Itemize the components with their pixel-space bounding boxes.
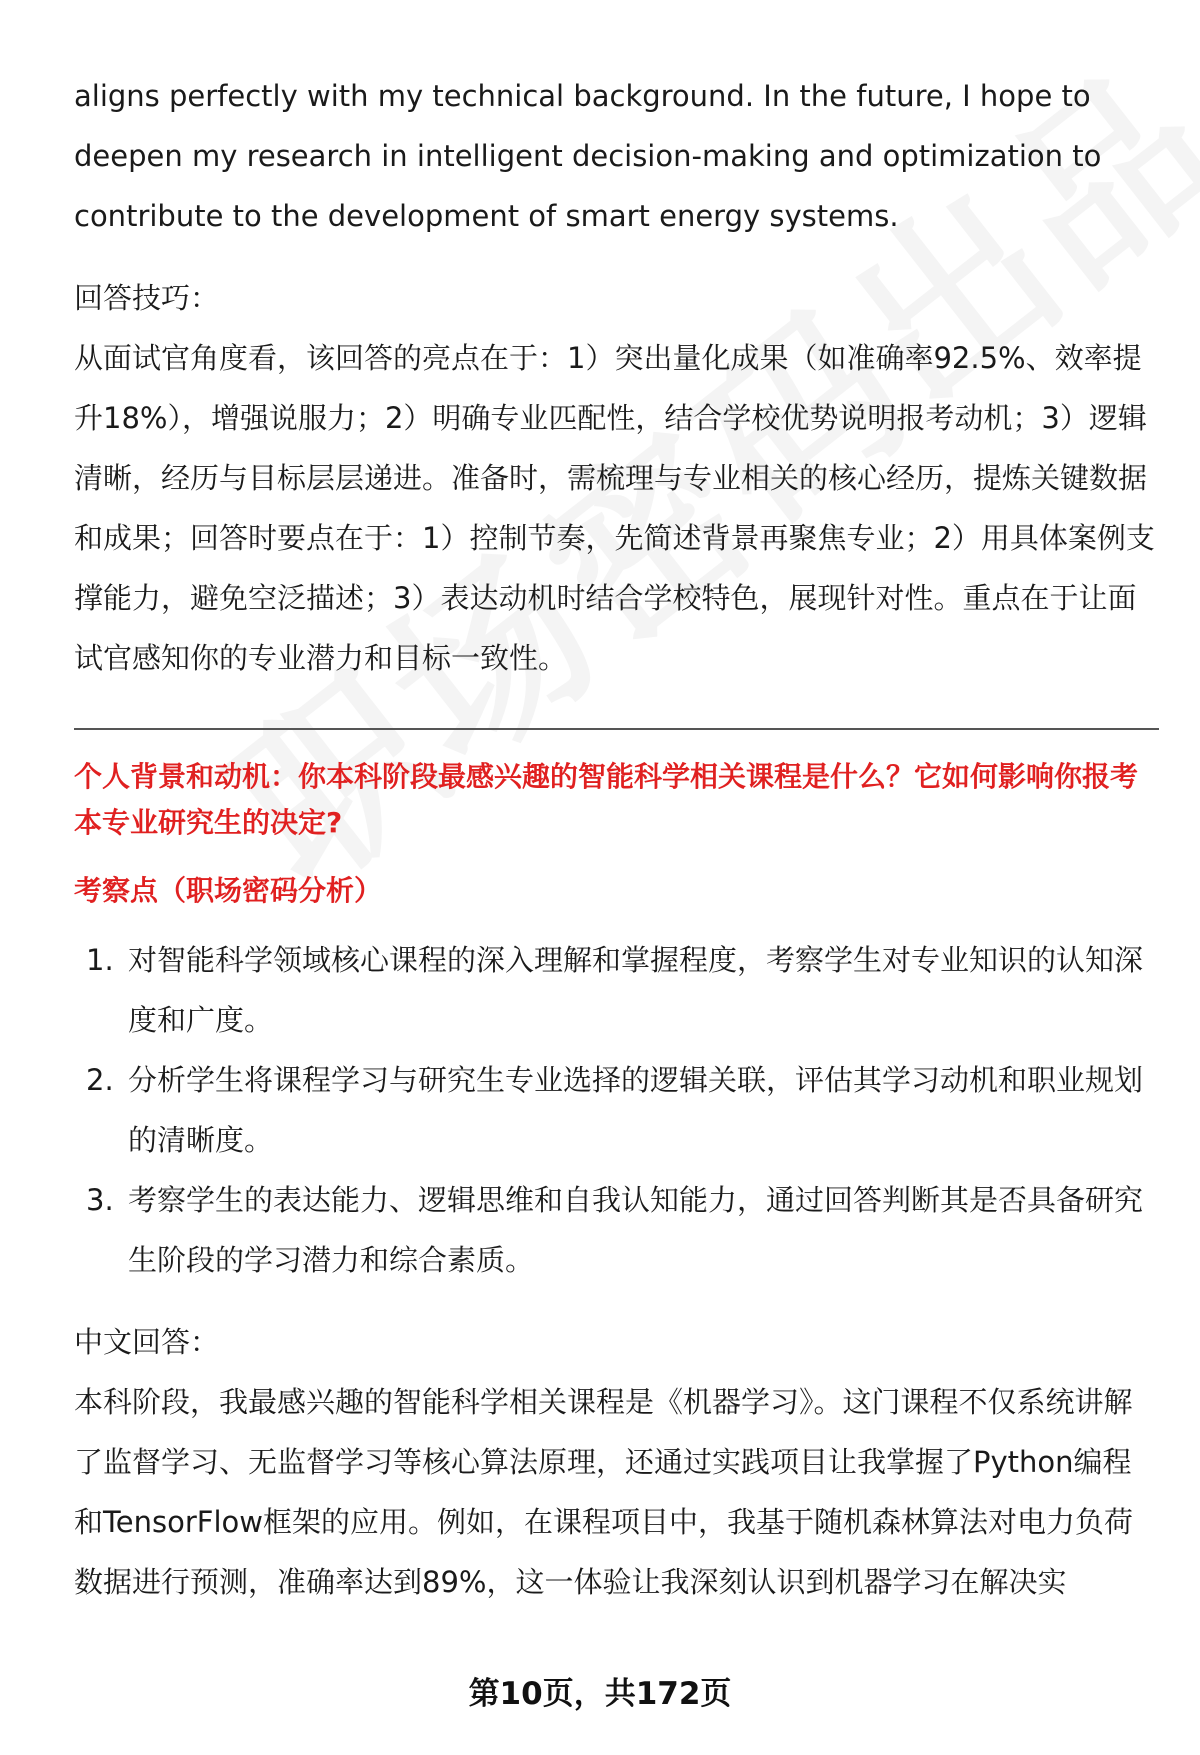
- question-heading: 个人背景和动机：你本科阶段最感兴趣的智能科学相关课程是什么？它如何影响你报考本专业研究生的决定?: [74, 760, 1139, 839]
- tips-text: 从面试官角度看，该回答的亮点在于：1）突出量化成果（如准确率92.5%、效率提升18%），增强说服力；2）明确专业匹配性，结合学校优势说明报考动机；3）逻辑清晰，经历与目标层层递进。准备时，需梳理与专业相关的核心经历，提炼关键数据和成果；回答时要点在于：1）控制节奏，先简述背景再聚焦专业；2）用具体案例支撑能力，避免空泛描述；3）表达动机时结合学校特色，展现针对性。重点在于让面试官感知你的专业潜力和目标一致性。: [74, 341, 1155, 675]
- list-item-number: 3.: [86, 1183, 114, 1217]
- page-content: [74, 66, 1159, 1612]
- assessment-list: [74, 930, 1159, 1290]
- list-item-number: 1.: [86, 943, 114, 977]
- assessment-title: 考察点（职场密码分析）: [74, 874, 383, 907]
- list-item: [74, 1050, 1159, 1170]
- chinese-answer-label: 中文回答：: [74, 1325, 220, 1359]
- list-item-text: 分析学生将课程学习与研究生专业选择的逻辑关联，评估其学习动机和职业规划的清晰度。: [128, 1063, 1144, 1157]
- intro-paragraph: aligns perfectly with my technical background. In the future, I hope to deepen my research in intelligent decision-making and optimization to contribute to the development of smart energy systems.: [74, 79, 1102, 233]
- list-item-number: 2.: [86, 1063, 114, 1097]
- list-item: [74, 930, 1159, 1050]
- tips-label: 回答技巧：: [74, 281, 220, 315]
- chinese-answer-text: 本科阶段，我最感兴趣的智能科学相关课程是《机器学习》。这门课程不仅系统讲解了监督学习、无监督学习等核心算法原理，还通过实践项目让我掌握了Python编程和TensorFlow框架的应用。例如，在课程项目中，我基于随机森林算法对电力负荷数据进行预测，准确率达到89%，这一体验让我深刻认识到机器学习在解决实: [74, 1385, 1133, 1599]
- list-item-text: 对智能科学领域核心课程的深入理解和掌握程度，考察学生对专业知识的认知深度和广度。: [128, 943, 1144, 1037]
- page-number-footer: 第10页，共172页: [468, 1676, 732, 1712]
- list-item: [74, 1170, 1159, 1290]
- list-item-text: 考察学生的表达能力、逻辑思维和自我认知能力，通过回答判断其是否具备研究生阶段的学习潜力和综合素质。: [128, 1183, 1144, 1277]
- section-divider: [74, 728, 1159, 730]
